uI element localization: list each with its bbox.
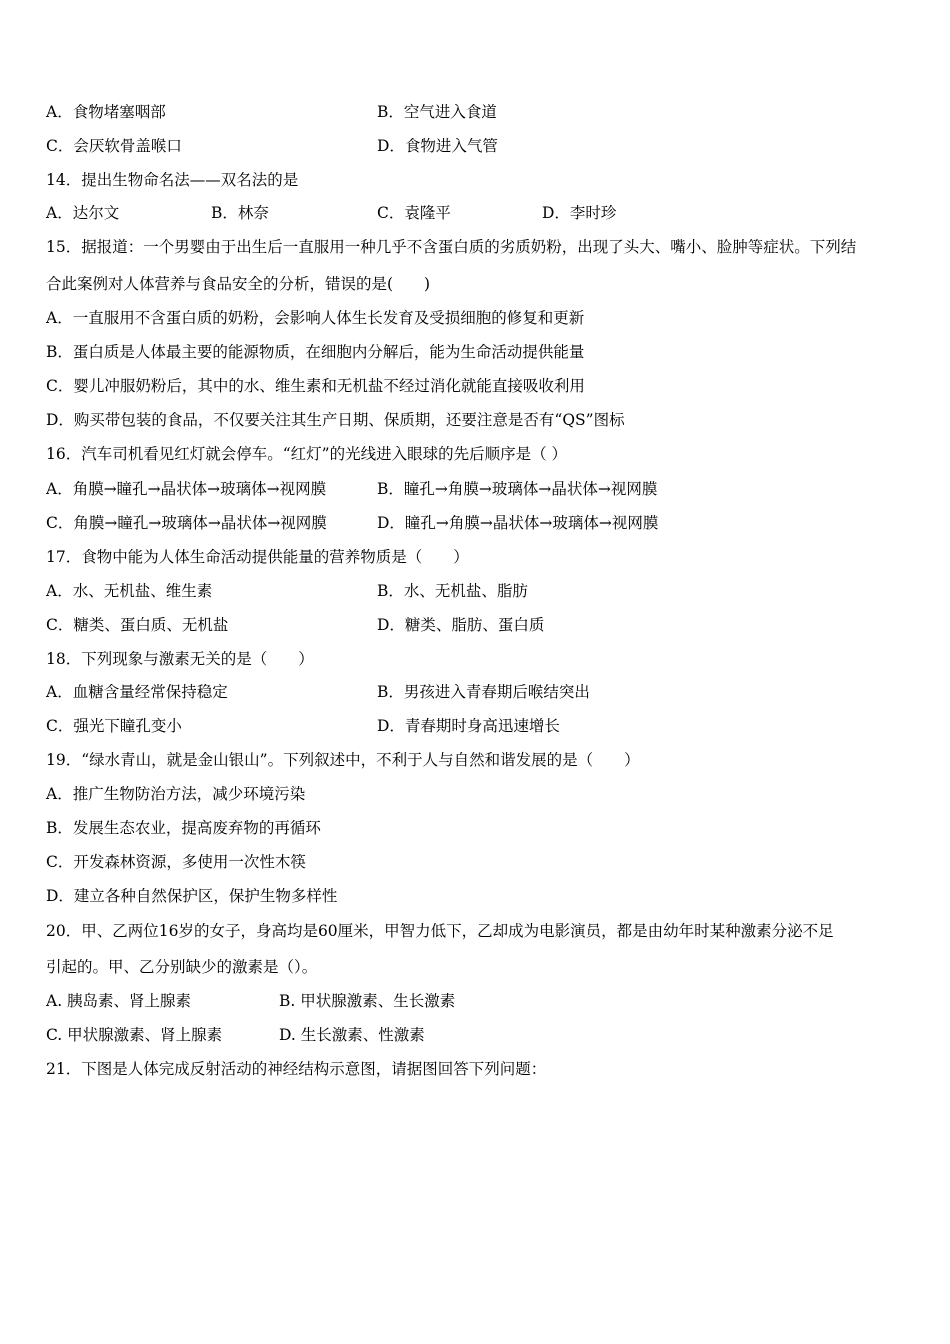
q16-stem: 16．汽车司机看见红灯就会停车。“红灯”的光线进入眼球的先后顺序是（ ）	[46, 445, 568, 463]
q18-option-d: D．青春期时身高迅速增长	[377, 717, 560, 735]
q15-option-b: B．蛋白质是人体最主要的能源物质，在细胞内分解后，能为生命活动提供能量	[46, 343, 585, 361]
q15-stem-line1: 15．据报道：一个男婴由于出生后一直服用一种几乎不含蛋白质的劣质奶粉，出现了头大、嘴小、脸肿等症状。下列结	[46, 238, 857, 256]
q16-option-b: B．瞳孔→角膜→玻璃体→晶状体→视网膜	[377, 480, 658, 498]
q18-option-b: B．男孩进入青春期后喉结突出	[377, 683, 590, 701]
q17-stem: 17．食物中能为人体生命活动提供能量的营养物质是（ ）	[46, 548, 469, 566]
q13-option-b: B．空气进入食道	[377, 103, 497, 121]
q14-option-b: B．林奈	[211, 204, 269, 222]
q13-option-d: D．食物进入气管	[377, 137, 498, 155]
q20-option-a: A. 胰岛素、肾上腺素	[46, 992, 192, 1010]
q21-stem: 21．下图是人体完成反射活动的神经结构示意图，请据图回答下列问题：	[46, 1060, 547, 1078]
q20-stem-line2: 引起的。甲、乙分别缺少的激素是（）。	[46, 958, 318, 976]
q18-option-a: A．血糖含量经常保持稳定	[46, 683, 228, 701]
q20-option-c: C. 甲状腺激素、肾上腺素	[46, 1026, 223, 1044]
q16-option-c: C．角膜→瞳孔→玻璃体→晶状体→视网膜	[46, 514, 327, 532]
q19-option-c: C．开发森林资源，多使用一次性木筷	[46, 853, 306, 871]
q18-option-c: C．强光下瞳孔变小	[46, 717, 182, 735]
q16-option-d: D．瞳孔→角膜→晶状体→玻璃体→视网膜	[377, 514, 659, 532]
q17-option-c: C．糖类、蛋白质、无机盐	[46, 616, 229, 634]
q17-option-d: D．糖类、脂肪、蛋白质	[377, 616, 545, 634]
q13-option-c: C．会厌软骨盖喉口	[46, 137, 182, 155]
q13-option-a: A．食物堵塞咽部	[46, 103, 166, 121]
q19-stem: 19．“绿水青山，就是金山银山”。下列叙述中，不利于人与自然和谐发展的是（ ）	[46, 751, 640, 769]
q15-option-c: C．婴儿冲服奶粉后，其中的水、维生素和无机盐不经过消化就能直接吸收利用	[46, 377, 585, 395]
q19-option-a: A．推广生物防治方法，减少环境污染	[46, 785, 306, 803]
q14-option-d: D．李时珍	[542, 204, 617, 222]
q19-option-b: B．发展生态农业，提高废弃物的再循环	[46, 819, 321, 837]
q14-stem: 14．提出生物命名法——双名法的是	[46, 171, 299, 189]
q17-option-a: A．水、无机盐、维生素	[46, 582, 213, 600]
q20-stem-line1: 20．甲、乙两位16岁的女子，身高均是60厘米，甲智力低下，乙却成为电影演员，都是由幼年时某种激素分泌不足	[46, 922, 834, 940]
q14-option-a: A．达尔文	[46, 204, 120, 222]
q15-option-d: D．购买带包装的食品，不仅要关注其生产日期、保质期，还要注意是否有“QS”图标	[46, 411, 625, 429]
q15-stem-line2: 合此案例对人体营养与食品安全的分析，错误的是( )	[46, 275, 431, 293]
q14-option-c: C．袁隆平	[377, 204, 451, 222]
q15-option-a: A．一直服用不含蛋白质的奶粉，会影响人体生长发育及受损细胞的修复和更新	[46, 309, 585, 327]
q19-option-d: D．建立各种自然保护区，保护生物多样性	[46, 887, 338, 905]
q20-option-b: B. 甲状腺激素、生长激素	[279, 992, 456, 1010]
q20-option-d: D. 生长激素、性激素	[279, 1026, 425, 1044]
q16-option-a: A．角膜→瞳孔→晶状体→玻璃体→视网膜	[46, 480, 327, 498]
q18-stem: 18．下列现象与激素无关的是（ ）	[46, 650, 314, 668]
q17-option-b: B．水、无机盐、脂肪	[377, 582, 528, 600]
